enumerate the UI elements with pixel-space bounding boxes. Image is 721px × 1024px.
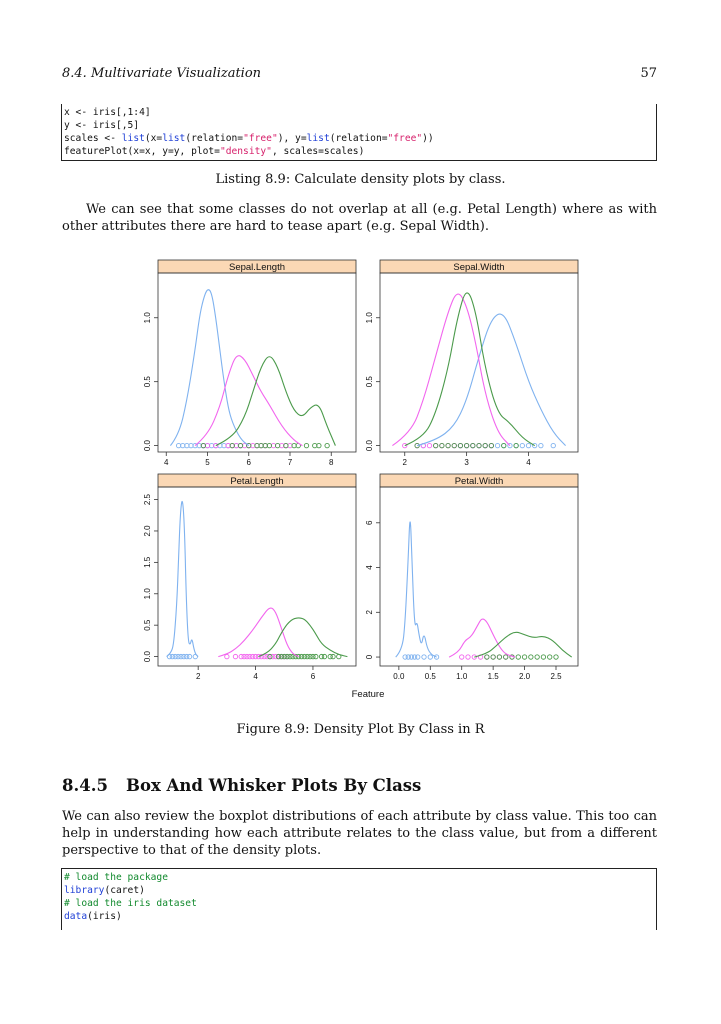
- code-comment-1: # load the package: [64, 872, 168, 883]
- rug-point-virginica: [514, 443, 518, 447]
- rug-point-setosa: [428, 655, 432, 659]
- density-plot-figure: [132, 252, 592, 702]
- rug-point-virginica: [440, 443, 444, 447]
- rug-point-versicolor: [466, 655, 470, 659]
- page-number: 57: [640, 66, 657, 81]
- rug-point-virginica: [446, 443, 450, 447]
- y-tick-label: 0.0: [143, 440, 153, 452]
- x-tick-label: 2: [402, 458, 407, 467]
- rug-point-virginica: [464, 443, 468, 447]
- panel-strip-label: Petal.Width: [454, 476, 504, 487]
- density-curve-versicolor: [392, 294, 510, 445]
- y-tick-label: 0: [365, 654, 375, 660]
- rug-point-versicolor: [225, 654, 229, 658]
- density-curve-setosa: [170, 290, 248, 446]
- y-tick-label: 4: [365, 565, 375, 570]
- panel-strip-label: Sepal.Width: [453, 262, 505, 273]
- y-tick-label: 1.0: [143, 312, 153, 324]
- y-tick-label: 0.0: [365, 440, 375, 452]
- rug-point-virginica: [491, 655, 495, 659]
- x-tick-label: 1.5: [487, 672, 499, 681]
- rug-point-virginica: [452, 443, 456, 447]
- rug-point-virginica: [471, 443, 475, 447]
- panel-sepal-width: [365, 260, 578, 467]
- panel-strip-label: Petal.Length: [230, 476, 284, 487]
- density-curve-virginica: [216, 357, 336, 446]
- rug-point-setosa: [416, 655, 420, 659]
- rug-point-virginica: [477, 443, 481, 447]
- section-title: Box And Whisker Plots By Class: [126, 776, 422, 795]
- x-tick-label: 4: [253, 672, 258, 681]
- rug-point-virginica: [433, 443, 437, 447]
- density-curve-versicolor: [195, 356, 302, 446]
- x-tick-label: 6: [310, 672, 316, 681]
- running-header-section: 8.4. Multivariate Visualization: [62, 66, 262, 81]
- x-tick-label: 2.0: [519, 672, 531, 681]
- code-line-data: data(iris): [64, 911, 122, 922]
- rug-point-setosa: [526, 443, 530, 447]
- density-curve-versicolor: [218, 608, 298, 657]
- rug-point-versicolor: [427, 443, 431, 447]
- y-tick-label: 2: [365, 610, 375, 615]
- y-tick-label: 2.0: [143, 525, 153, 537]
- y-tick-label: 1.5: [143, 556, 153, 568]
- panel-frame: [158, 487, 356, 666]
- x-tick-label: 2: [195, 672, 201, 681]
- rug-point-virginica: [554, 655, 558, 659]
- rug-point-setosa: [495, 443, 499, 447]
- rug-point-setosa: [520, 443, 524, 447]
- density-curve-virginica: [258, 618, 347, 657]
- x-tick-label: 3: [464, 458, 469, 467]
- x-tick-label: 1.0: [456, 672, 468, 681]
- x-tick-label: 8: [329, 458, 334, 467]
- rug-point-virginica: [322, 654, 326, 658]
- y-tick-label: 0.5: [143, 376, 153, 388]
- y-tick-label: 2.5: [143, 493, 153, 506]
- code-comment-2: # load the iris dataset: [64, 898, 197, 909]
- y-tick-label: 6: [365, 520, 375, 526]
- code-line-4: featurePlot(x=x, y=y, plot="density", scales=scales): [64, 146, 365, 157]
- x-tick-label: 2.5: [550, 672, 562, 681]
- rug-point-virginica: [458, 443, 462, 447]
- rug-point-virginica: [529, 655, 533, 659]
- x-tick-label: 0.5: [424, 672, 436, 681]
- rug-point-virginica: [504, 655, 508, 659]
- rug-point-virginica: [314, 654, 318, 658]
- density-curve-setosa: [167, 501, 199, 656]
- rug-point-virginica: [483, 443, 487, 447]
- y-tick-label: 1.0: [143, 588, 153, 600]
- rug-point-virginica: [304, 443, 308, 447]
- y-tick-label: 1.0: [365, 312, 375, 324]
- x-tick-label: 5: [205, 458, 210, 467]
- rug-point-virginica: [502, 443, 506, 447]
- x-tick-label: 6: [246, 458, 251, 467]
- rug-point-virginica: [485, 655, 489, 659]
- x-tick-label: 7: [287, 458, 293, 467]
- rug-point-setosa: [187, 654, 191, 658]
- section-heading: [62, 776, 421, 795]
- panel-petal-length: [143, 474, 356, 681]
- code-line-2: y <- iris[,5]: [64, 120, 140, 131]
- code-listing-1: [61, 104, 657, 161]
- rug-point-virginica: [516, 655, 520, 659]
- y-tick-label: 0.0: [143, 651, 153, 663]
- rug-point-virginica: [268, 654, 272, 658]
- panel-petal-width: [365, 474, 578, 681]
- x-tick-label: 0.0: [393, 672, 405, 681]
- x-axis-label: Feature: [351, 689, 385, 700]
- y-tick-label: 0.5: [143, 619, 153, 631]
- rug-point-virginica: [489, 443, 493, 447]
- rug-point-versicolor: [460, 655, 464, 659]
- paragraph-1: We can see that some classes do not overlap at all (e.g. Petal Length) where as with other attributes there are hard to tease apart (e.g. Sepal Width).: [62, 202, 657, 234]
- rug-point-versicolor: [403, 443, 407, 447]
- panel-sepal-length: [143, 260, 356, 467]
- listing-caption: Listing 8.9: Calculate density plots by class.: [215, 172, 506, 187]
- section-number: 8.4.5: [62, 776, 108, 795]
- rug-point-setosa: [551, 443, 555, 447]
- rug-point-virginica: [541, 655, 545, 659]
- density-curve-virginica: [474, 632, 571, 657]
- x-tick-label: 4: [526, 458, 531, 467]
- rug-point-virginica: [548, 655, 552, 659]
- rug-point-virginica: [522, 655, 526, 659]
- code-line-3: scales <- list(x=list(relation="free"), y=list(relation="free")): [64, 133, 434, 144]
- paragraph-2: We can also review the boxplot distributions of each attribute by class value. This too can help in understanding how each attribute relates to the class value, but from a different perspective to that of the density plots.: [62, 809, 657, 858]
- x-tick-label: 4: [164, 458, 169, 467]
- density-curve-setosa: [417, 314, 565, 446]
- code-line-library: library(caret): [64, 885, 145, 896]
- rug-point-virginica: [497, 655, 501, 659]
- rug-point-virginica: [331, 654, 335, 658]
- panel-strip-label: Sepal.Length: [229, 262, 285, 273]
- panel-frame: [380, 487, 578, 666]
- rug-point-virginica: [535, 655, 539, 659]
- rug-point-virginica: [325, 443, 329, 447]
- density-curve-setosa: [396, 522, 437, 657]
- code-line-1: x <- iris[,1:4]: [64, 107, 151, 118]
- rug-point-setosa: [422, 655, 426, 659]
- rug-point-setosa: [539, 443, 543, 447]
- rug-point-versicolor: [233, 654, 237, 658]
- density-curve-virginica: [405, 293, 535, 446]
- code-listing-2: [61, 868, 657, 930]
- figure-caption: Figure 8.9: Density Plot By Class in R: [236, 722, 485, 737]
- y-tick-label: 0.5: [365, 376, 375, 388]
